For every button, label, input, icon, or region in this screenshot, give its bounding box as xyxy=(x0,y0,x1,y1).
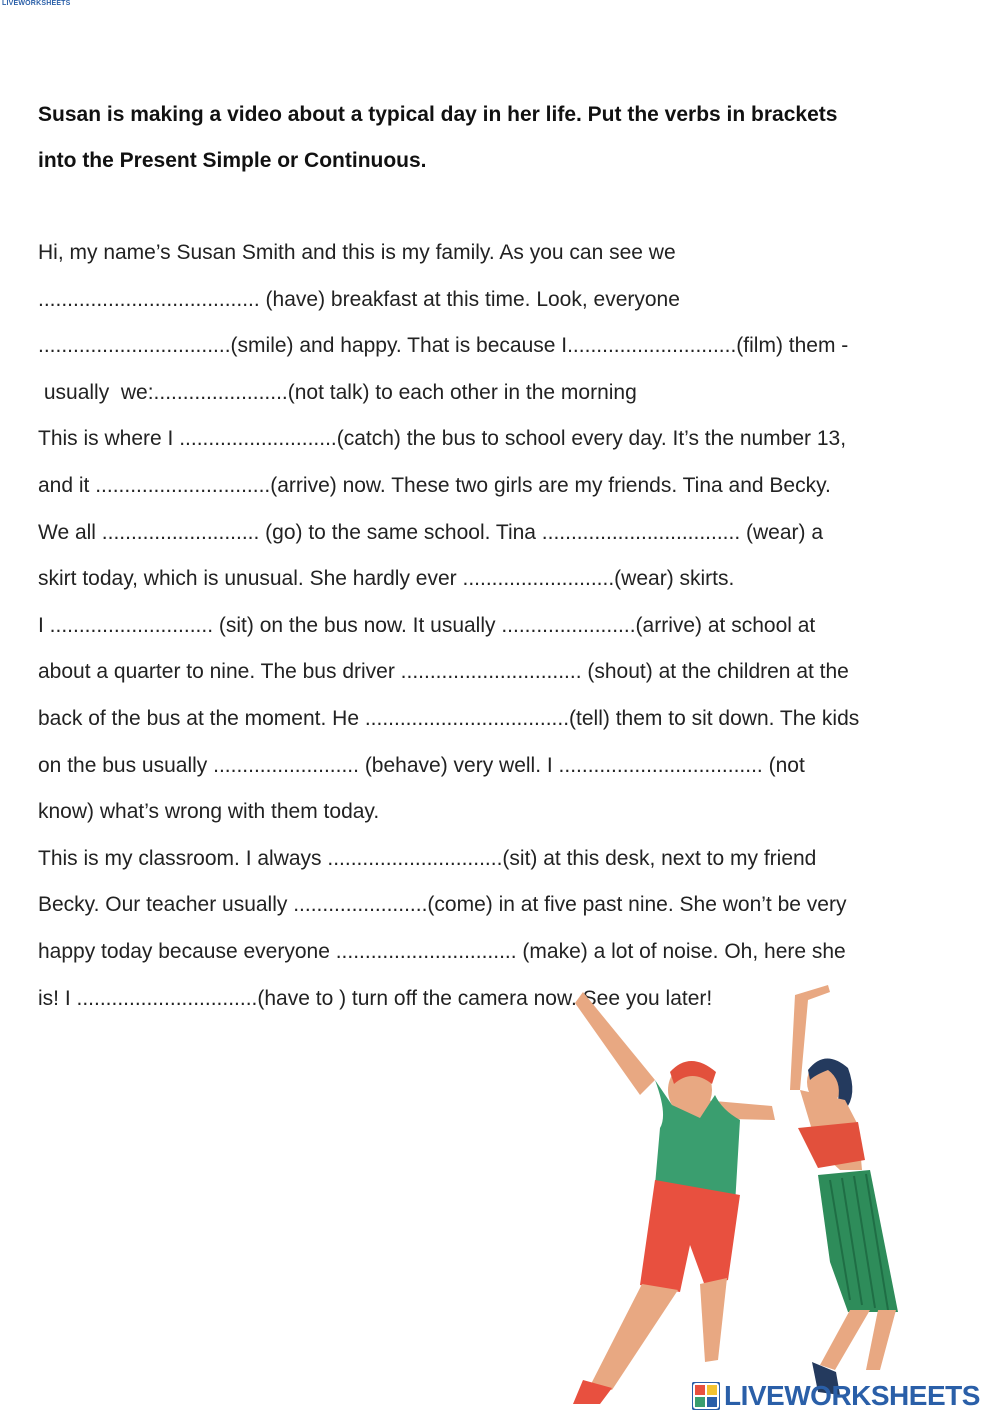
logo-badge-icon xyxy=(692,1382,720,1410)
exercise-line: ...................................... (have) breakfast at this time. Look, everyone xyxy=(38,287,680,311)
logo-text: LIVEWORKSHEETS xyxy=(724,1380,980,1411)
exercise-line: know) what’s wrong with them today. xyxy=(38,800,380,824)
exercise-line: Hi, my name’s Susan Smith and this is my family. As you can see we xyxy=(38,241,676,264)
exercise-line: happy today because everyone ............................... (make) a lot of noise. Oh, here she xyxy=(38,939,846,963)
exercise-text xyxy=(38,230,968,1022)
dancers-illustration xyxy=(540,980,940,1414)
exercise-line: is! I ...............................(have to ) turn off the camera now. See you later! xyxy=(38,986,713,1010)
instructions xyxy=(38,92,968,184)
exercise-line: This is my classroom. I always ..............................(sit) at this desk, next to my friend xyxy=(38,846,817,870)
exercise-line: We all ........................... (go) to the same school. Tina .................................. (wear) a xyxy=(38,520,824,544)
exercise-line: usually we:.......................(not talk) to each other in the morning xyxy=(38,380,637,404)
exercise-line: skirt today, which is unusual. She hardly ever ..........................(wear) skirts. xyxy=(38,567,735,591)
instructions-line: into the Present Simple or Continuous. xyxy=(38,149,427,172)
exercise-line: on the bus usually ......................... (behave) very well. I ................................... (not xyxy=(38,753,805,777)
dancing-woman xyxy=(790,985,898,1395)
exercise-line: about a quarter to nine. The bus driver ............................... (shout) at the children at the xyxy=(38,660,849,684)
exercise-line: and it ..............................(arrive) now. These two girls are my friends. Tina and Becky. xyxy=(38,473,831,497)
top-watermark: LIVEWORKSHEETS xyxy=(2,0,71,7)
exercise-line: back of the bus at the moment. He ...................................(tell) them to sit down. The kids xyxy=(38,706,860,730)
instructions-line: Susan is making a video about a typical day in her life. Put the verbs in brackets xyxy=(38,103,838,126)
liveworksheets-logo xyxy=(692,1378,992,1414)
exercise-line: This is where I ...........................(catch) the bus to school every day. It’s the number 13, xyxy=(38,427,847,451)
exercise-line: I ............................ (sit) on the bus now. It usually .......................(arrive) at school at xyxy=(38,613,816,637)
exercise-line: .................................(smile) and happy. That is because I.............................(film) them - xyxy=(38,334,849,358)
exercise-line: Becky. Our teacher usually .......................(come) in at five past nine. She won’t be very xyxy=(38,893,847,917)
dancing-man xyxy=(573,992,775,1404)
